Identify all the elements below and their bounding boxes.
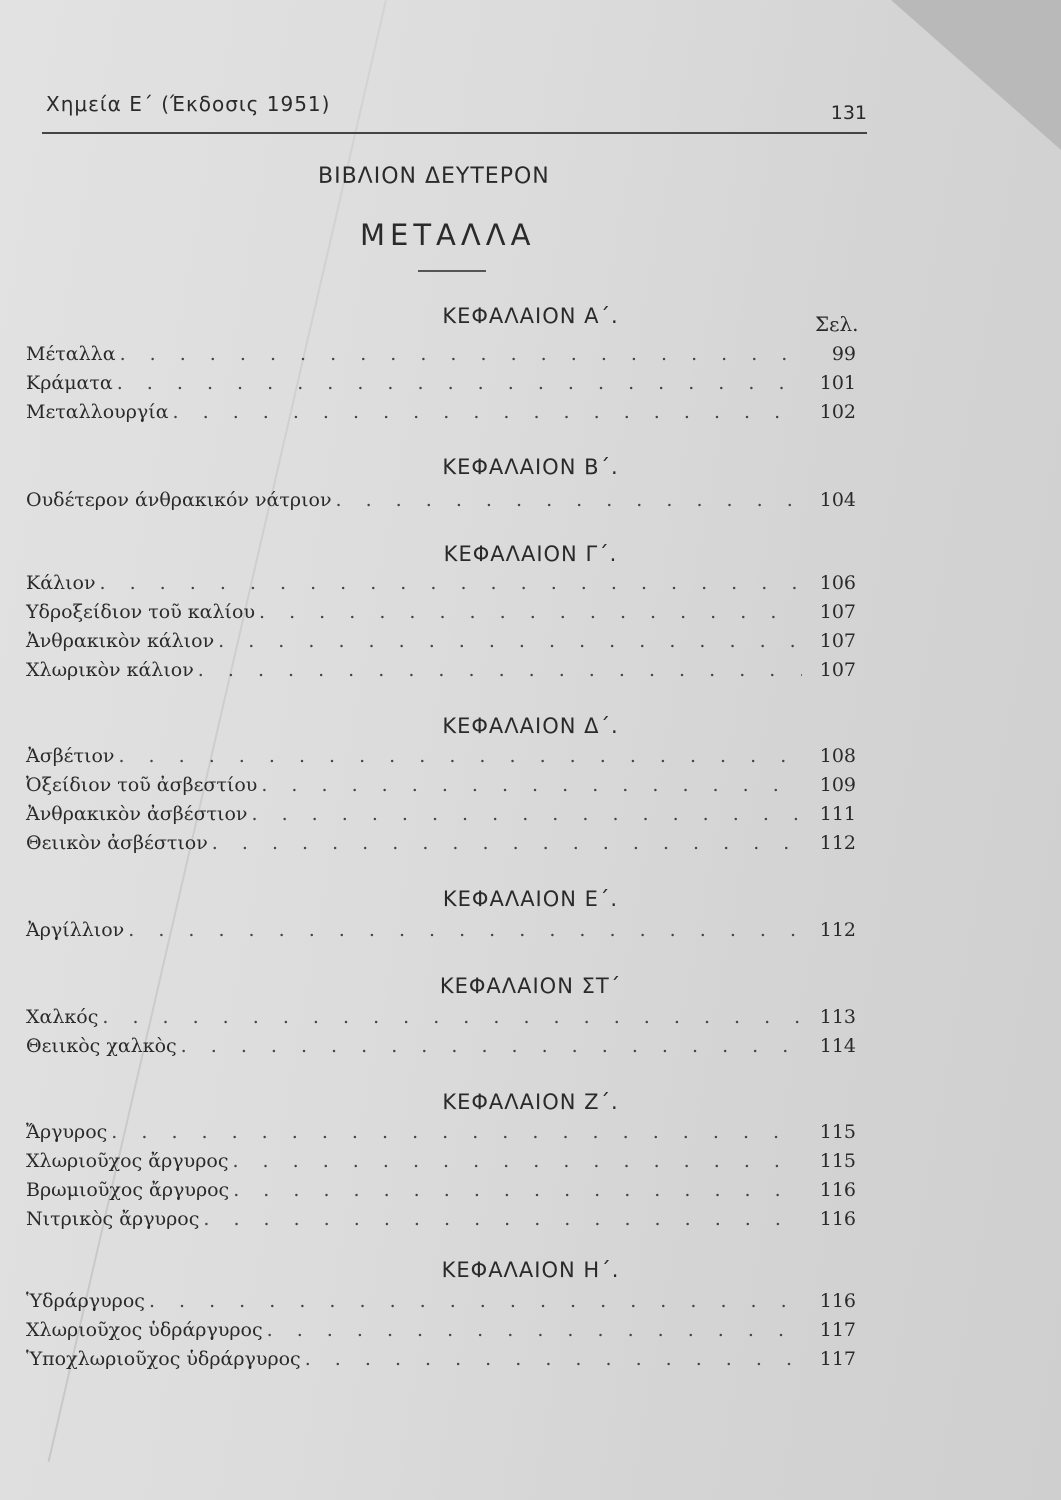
folded-corner (891, 0, 1061, 150)
title-divider (418, 270, 486, 272)
entry-label: Μεταλλουργία (26, 401, 169, 423)
entry-label: Βρωμιοῦχος ἄργυρος (26, 1179, 230, 1201)
dot-leader (117, 372, 802, 394)
entry-page: 115 (819, 1121, 856, 1143)
chapter-heading: ΚΕΦΑΛΑΙΟΝ Ε΄. (442, 887, 619, 911)
entry-page: 102 (819, 401, 856, 423)
dot-leader (102, 1006, 802, 1028)
toc-entry (26, 1150, 856, 1178)
entry-label: Θειικὸν ἀσβέστιον (26, 832, 208, 854)
book-title: ΒΙΒΛΙΟΝ ΔΕΥΤΕΡΟΝ (318, 164, 550, 189)
entry-label: Ἀνθρακικὸν ἀσβέστιον (26, 803, 248, 825)
entry-label: Ὑδράργυρος (26, 1290, 145, 1312)
dot-leader (305, 1348, 802, 1370)
toc-entry (26, 1121, 856, 1149)
entry-page: 109 (819, 774, 856, 796)
entry-label: Ἀνθρακικὸν κάλιον (26, 630, 215, 652)
toc-entry (26, 745, 856, 773)
chapter-heading: ΚΕΦΑΛΑΙΟΝ Α΄. (442, 304, 619, 328)
dot-leader (149, 1290, 802, 1312)
toc-entry (26, 489, 856, 517)
entry-page: 107 (819, 630, 856, 652)
entry-page: 101 (819, 372, 856, 394)
entry-page: 99 (831, 343, 856, 365)
toc-entry (26, 659, 856, 687)
toc-entry (26, 919, 856, 947)
entry-page: 111 (819, 803, 856, 825)
entry-page: 114 (819, 1035, 856, 1057)
dot-leader (267, 1319, 802, 1341)
entry-label: Χαλκός (26, 1006, 99, 1028)
chapter-heading: ΚΕΦΑΛΑΙΟΝ Γ΄. (443, 542, 618, 566)
dot-leader (218, 630, 802, 652)
entry-page: 117 (819, 1348, 856, 1370)
toc-entry (26, 832, 856, 860)
entry-page: 112 (819, 919, 856, 941)
entry-label: Κράματα (26, 372, 113, 394)
toc-entry (26, 1208, 856, 1236)
toc-entry (26, 401, 856, 429)
running-head: Χημεία Ε΄ (Έκδοσις 1951) (46, 92, 331, 116)
entry-label: Υδροξείδιον τοῦ καλίου (26, 601, 255, 623)
toc-entry (26, 774, 856, 802)
entry-label: Θειικὸς χαλκὸς (26, 1035, 177, 1057)
entry-page: 107 (819, 659, 856, 681)
chapter-heading: ΚΕΦΑΛΑΙΟΝ Ζ΄. (442, 1090, 619, 1114)
entry-label: Μέταλλα (26, 343, 116, 365)
page-header (42, 92, 867, 134)
dot-leader (252, 803, 803, 825)
chapter-heading: ΚΕΦΑΛΑΙΟΝ Δ΄. (442, 714, 619, 738)
entry-page: 117 (819, 1319, 856, 1341)
dot-leader (232, 1150, 802, 1172)
dot-leader (100, 572, 802, 594)
entry-page: 116 (819, 1208, 856, 1230)
page-column-label: Σελ. (815, 312, 859, 336)
dot-leader (173, 401, 802, 423)
toc-entry (26, 1290, 856, 1318)
entry-label: Χλωρικὸν κάλιον (26, 659, 194, 681)
entry-page: 104 (819, 489, 856, 511)
entry-page: 115 (819, 1150, 856, 1172)
toc-entry (26, 1006, 856, 1034)
toc-entry (26, 1348, 856, 1376)
chapter-heading: ΚΕΦΑΛΑΙΟΝ Β΄. (442, 455, 619, 479)
entry-page: 116 (819, 1179, 856, 1201)
dot-leader (118, 745, 802, 767)
dot-leader (203, 1208, 802, 1230)
entry-label: Ἀργίλλιον (26, 919, 125, 941)
entry-page: 108 (819, 745, 856, 767)
toc-entry (26, 1035, 856, 1063)
toc-entry (26, 1319, 856, 1347)
dot-leader (336, 489, 802, 511)
entry-label: Χλωριοῦχος ὑδράργυρος (26, 1319, 263, 1341)
dot-leader (198, 659, 802, 681)
entry-label: Ὑποχλωριοῦχος ὑδράργυρος (26, 1348, 301, 1370)
entry-label: Χλωριοῦχος ἄργυρος (26, 1150, 229, 1172)
toc-entry (26, 601, 856, 629)
entry-page: 106 (819, 572, 856, 594)
entry-label: Ἀσβέτιον (26, 745, 115, 767)
entry-page: 112 (819, 832, 856, 854)
toc-entry (26, 1179, 856, 1207)
entry-label: Ὀξείδιον τοῦ ἀσβεστίου (26, 774, 258, 796)
toc-entry (26, 343, 856, 371)
dot-leader (111, 1121, 802, 1143)
chapter-heading: ΚΕΦΑΛΑΙΟΝ ΣΤ΄ (439, 974, 622, 998)
dot-leader (120, 343, 802, 365)
toc-entry (26, 803, 856, 831)
entry-label: Ἄργυρος (26, 1121, 108, 1143)
toc-entry (26, 572, 856, 600)
entry-page: 107 (819, 601, 856, 623)
section-title: ΜΕΤΑΛΛΑ (360, 218, 536, 252)
toc-entry (26, 630, 856, 658)
entry-label: Νιτρικὸς ἄργυρος (26, 1208, 200, 1230)
toc-entry (26, 372, 856, 400)
dot-leader (233, 1179, 802, 1201)
entry-page: 113 (819, 1006, 856, 1028)
dot-leader (128, 919, 802, 941)
entry-label: Ουδέτερον άνθρακικόν νάτριον (26, 489, 332, 511)
chapter-heading: ΚΕΦΑΛΑΙΟΝ Η΄. (441, 1258, 620, 1282)
dot-leader (212, 832, 802, 854)
dot-leader (181, 1035, 802, 1057)
dot-leader (261, 774, 802, 796)
entry-label: Κάλιον (26, 572, 96, 594)
dot-leader (259, 601, 802, 623)
entry-page: 116 (819, 1290, 856, 1312)
page-number: 131 (830, 102, 867, 124)
